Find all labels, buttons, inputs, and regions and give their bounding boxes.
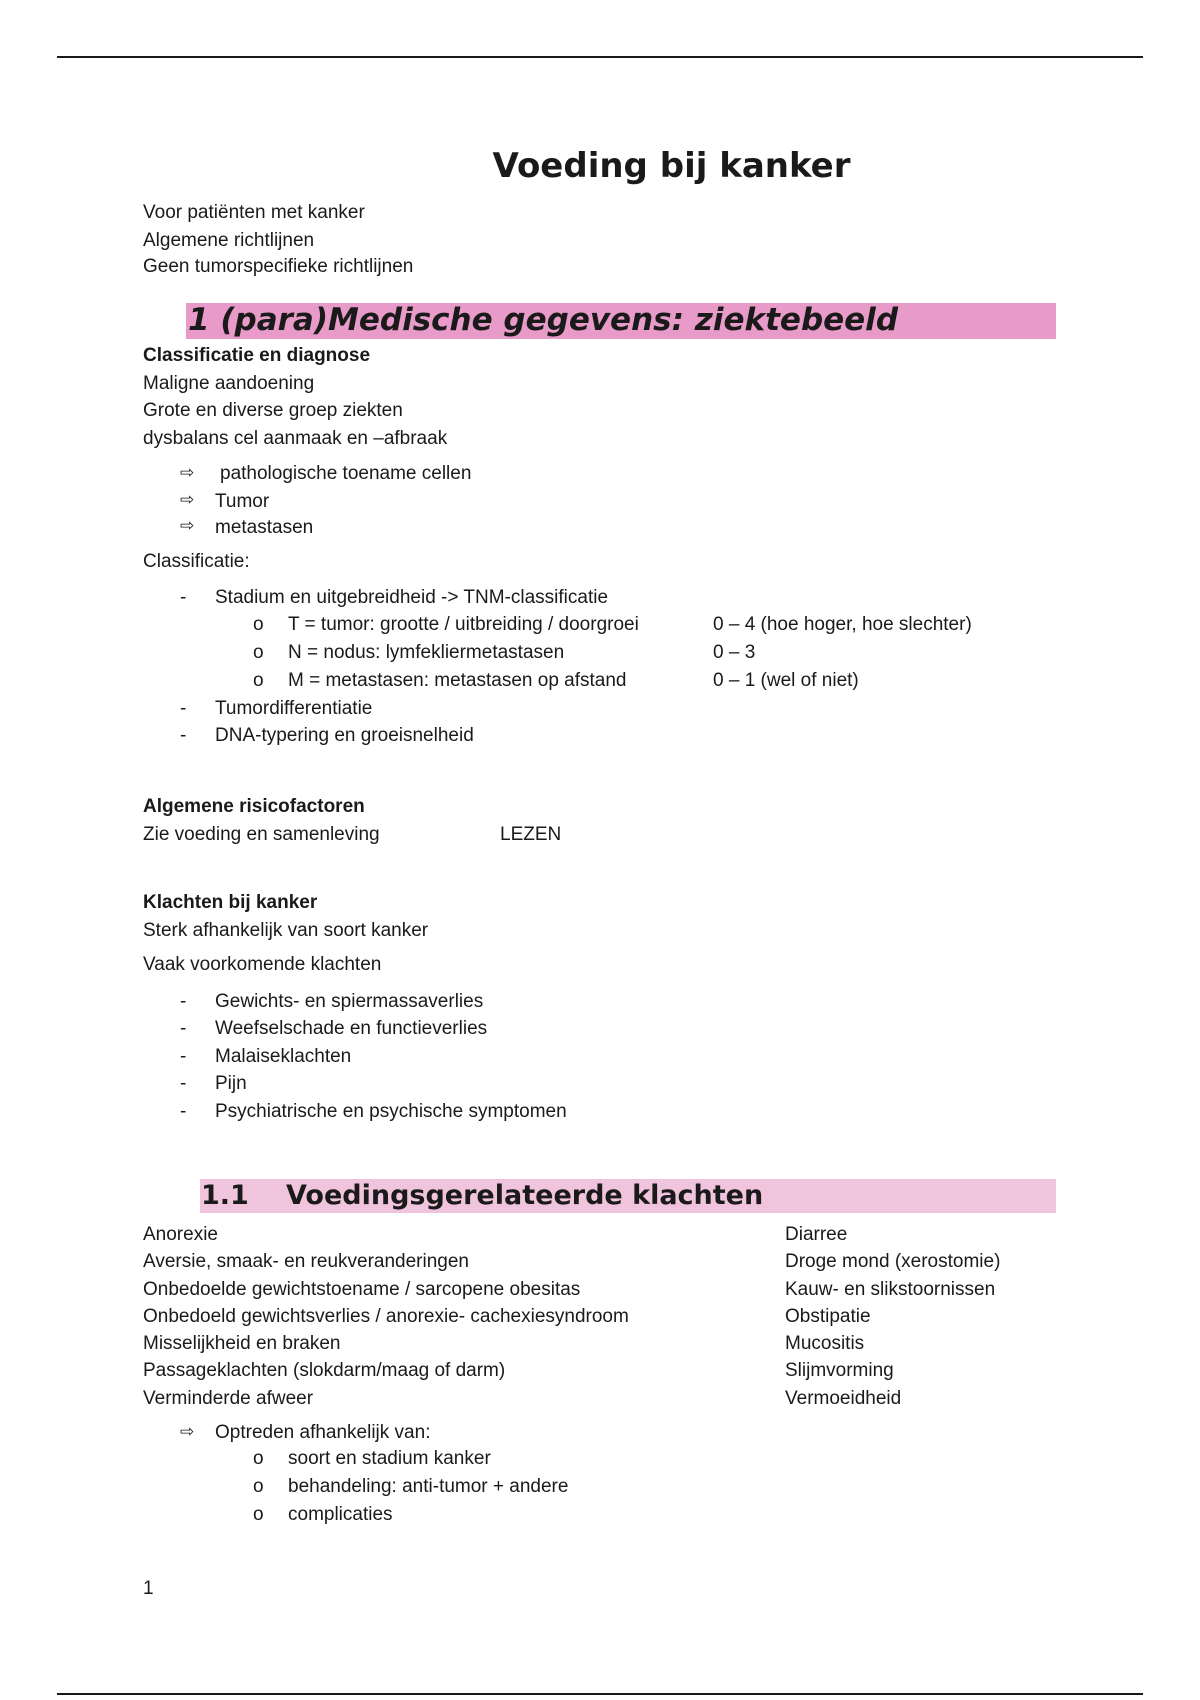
sub-list-item: behandeling: anti-tumor + andere [288,1476,569,1497]
circle-bullet: o [253,670,264,691]
left-column-item: Onbedoelde gewichtstoename / sarcopene obesitas [143,1279,581,1300]
right-column-item: Mucositis [785,1333,865,1354]
dash-bullet: - [180,587,187,608]
dash-bullet: - [180,1018,187,1039]
body-line: Sterk afhankelijk van soort kanker [143,920,429,941]
left-column-item: Anorexie [143,1224,218,1245]
circle-bullet: o [253,1448,264,1469]
dash-bullet: - [180,1101,187,1122]
body-line: dysbalans cel aanmaak en –afbraak [143,428,448,449]
dash-list-item: DNA-typering en groeisnelheid [215,725,474,746]
circle-bullet: o [253,642,264,663]
classificatie-label: Classificatie: [143,551,250,572]
section-1-1-number: 1.1 [201,1180,249,1211]
dash-bullet: - [180,725,187,746]
subheading-klachten: Klachten bij kanker [143,892,318,913]
tnm-label: M = metastasen: metastasen op afstand [288,670,627,691]
right-column-item: Kauw- en slikstoornissen [785,1279,996,1300]
dash-list-item: Tumordifferentiatie [215,698,373,719]
dash-list-item: Stadium en uitgebreidheid -> TNM-classificatie [215,587,609,608]
body-line: Vaak voorkomende klachten [143,954,382,975]
circle-bullet: o [253,1504,264,1525]
document-title: Voeding bij kanker [492,146,851,186]
intro-line: Geen tumorspecifieke richtlijnen [143,256,414,277]
tnm-label: T = tumor: grootte / uitbreiding / doorgroei [288,614,639,635]
circle-bullet: o [253,1476,264,1497]
intro-line: Algemene richtlijnen [143,230,315,251]
page-number: 1 [143,1578,154,1599]
tnm-range: 0 – 1 (wel of niet) [713,670,859,691]
dash-list-item: Weefselschade en functieverlies [215,1018,488,1039]
body-line: Maligne aandoening [143,373,315,394]
dash-list-item: Malaiseklachten [215,1046,352,1067]
sub-list-item: soort en stadium kanker [288,1448,491,1469]
arrow-bullet-icon: ⇨ [180,490,195,509]
section-1-1-heading: Voedingsgerelateerde klachten [286,1180,764,1211]
section-1-heading: 1 (para)Medische gegevens: ziektebeeld [188,302,899,338]
arrow-list-item: Optreden afhankelijk van: [215,1422,431,1443]
dash-bullet: - [180,1073,187,1094]
arrow-bullet-icon: ⇨ [180,1422,195,1441]
left-column-item: Passageklachten (slokdarm/maag of darm) [143,1360,506,1381]
tnm-range: 0 – 4 (hoe hoger, hoe slechter) [713,614,972,635]
tnm-label: N = nodus: lymfekliermetastasen [288,642,565,663]
dash-list-item: Gewichts- en spiermassaverlies [215,991,484,1012]
right-column-item: Obstipatie [785,1306,871,1327]
subheading-risicofactoren: Algemene risicofactoren [143,796,365,817]
left-column-item: Aversie, smaak- en reukveranderingen [143,1251,469,1272]
sub-list-item: complicaties [288,1504,393,1525]
risicofactoren-note: LEZEN [500,824,562,845]
circle-bullet: o [253,614,264,635]
arrow-list-item: pathologische toename cellen [220,463,472,484]
subheading-classificatie-diagnose: Classificatie en diagnose [143,345,371,366]
intro-line: Voor patiënten met kanker [143,202,365,223]
risicofactoren-text: Zie voeding en samenleving [143,824,380,845]
dash-bullet: - [180,698,187,719]
right-column-item: Droge mond (xerostomie) [785,1251,1001,1272]
dash-bullet: - [180,1046,187,1067]
dash-list-item: Pijn [215,1073,247,1094]
right-column-item: Slijmvorming [785,1360,894,1381]
left-column-item: Misselijkheid en braken [143,1333,341,1354]
arrow-bullet-icon: ⇨ [180,463,195,482]
right-column-item: Diarree [785,1224,848,1245]
arrow-list-item: Tumor [215,491,270,512]
body-line: Grote en diverse groep ziekten [143,400,403,421]
arrow-list-item: metastasen [215,517,314,538]
left-column-item: Onbedoeld gewichtsverlies / anorexie- cachexiesyndroom [143,1306,629,1327]
tnm-range: 0 – 3 [713,642,756,663]
dash-list-item: Psychiatrische en psychische symptomen [215,1101,567,1122]
right-column-item: Vermoeidheid [785,1388,902,1409]
arrow-bullet-icon: ⇨ [180,516,195,535]
footer-rule [57,1693,1143,1695]
left-column-item: Verminderde afweer [143,1388,314,1409]
dash-bullet: - [180,991,187,1012]
header-rule [57,56,1143,58]
